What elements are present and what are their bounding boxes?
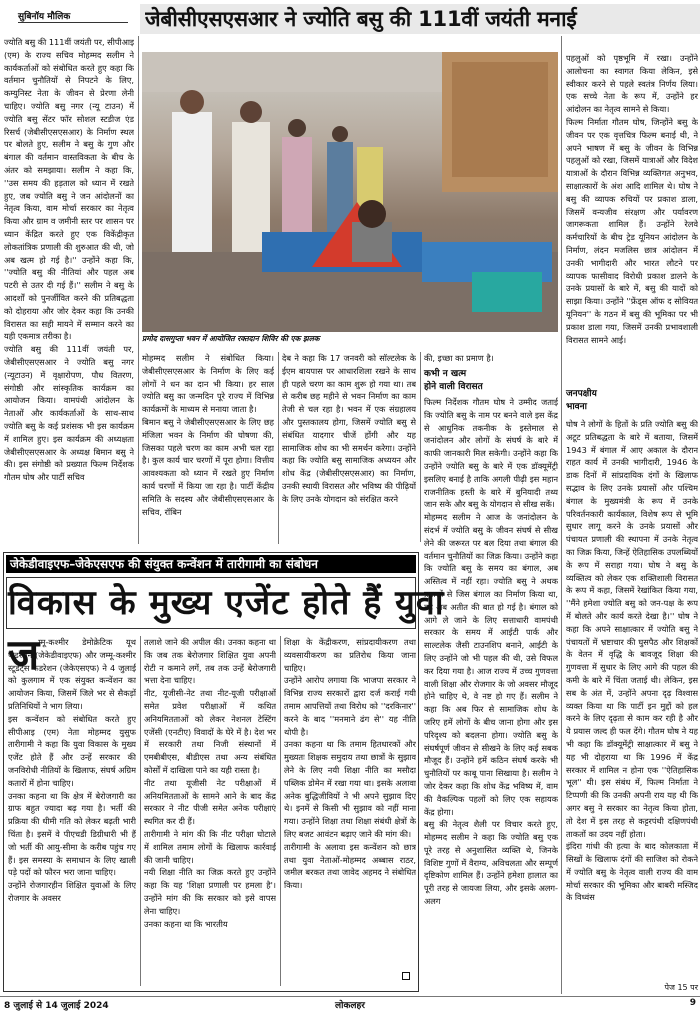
article2-col2: तलाशे जाने की अपील की। उनका कहना था कि जब तक बेरोजगार शिक्षित युवा अपनी रोटी न कमाने लगें, तब तक उन्हें बेरोजगारी भत्ता देना चाहिए। नीट, यूजीसी-नेट तथा नीट-यूजी परीक्षाओं समेत प्रवेश परीक्षाओं में कथित अनियमितताओं को लेकर नेशनल टेस्टिंग एजेंसी (एनटीए) विवादों के घेरे में है। देश भर में सरकारी तथा निजी संस्थानों में एमबीबीएस, बीडीएस तथा अन्य संबंधित कोर्सों में दाखिला पाने का यही रास्ता है। नीट तथा यूजीसी नेट परीक्षाओं में अनियमितताओं के सामने आने के बाद केंद्र सरकार ने नीट पीजी समेत अनेक परीक्षाएं स्थगित कर दी हैं। तारीगामी ने मांग की कि नीट परीक्षा घोटाले में शामिल तमाम लोगों के खिलाफ कार्रवाई की जानी चाहिए। नयी शिक्षा नीति का जिक्र करते हुए उन्होंने कहा कि यह 'शिक्षा प्रणाली पर हमला है'। उन्होंने मांग की कि सरकार को इसे वापस लेना चाहिए। उनका कहना था कि भारतीय: [144, 637, 276, 929]
blood-donation-photo: [142, 52, 558, 332]
article1-col4-lead: की, इच्छा का प्रमाण है।: [424, 353, 494, 363]
footer-date: 8 जुलाई से 14 जुलाई 2024: [4, 1001, 109, 1011]
footer-publication: लोकलहर: [335, 1001, 365, 1011]
article2-col3: शिक्षा के केंद्रीकरण, सांप्रदायीकरण तथा व्यवसायीकरण का प्रतिरोध किया जाना चाहिए। उन्होंने आरोप लगाया कि भाजपा सरकार ने विभिन्न राज्य सरकारों द्वारा दर्ज कराई गयी तमाम आपत्तियों तथा विरोध को ''दरकिनार'' करने के बाद ''मनमाने ढंग से'' यह नीति थोपी है। उनका कहना था कि तमाम हितधारकों और मुख्यतः शिक्षक समुदाय तथा छात्रों के सुझाव लेने के लिए नयी शिक्षा नीति का मसौदा पब्लिक डोमेन में रखा गया था। इसके अलावा अनेक बुद्धिजीवियों ने भी अपने सुझाव दिए थे। इनमें से किसी भी सुझाव को नहीं माना गया। उन्होंने शिक्षा तथा शिक्षा संबंधी क्षेत्रों के लिए बजट आवंटन बढ़ाए जाने की मांग की। तारीगामी के अलावा इस कन्वेंशन को छात्र तथा युवा नेताओं-मोहम्मद अब्बास राठर, जमील बरकत तथा जावेद अहमद ने संबोधित किया।: [284, 637, 416, 891]
article1-col5-top: पहलुओं को पृष्ठभूमि में रखा। उन्होंने आलोचना का स्वागत किया लेकिन, इसे स्वीकार करने से पहले स्वतंत्र निर्णय लिया। एक सच्चे नेता के रूप में, उन्होंने हर आंदोलन का नेतृत्व सामने से किया। फिल्म निर्माता गौतम घोष, जिन्होंने बसु के जीवन पर एक वृत्तचित्र फिल्म बनाई थी, ने अपने भाषण में बसु के जीवन के विभिन्न पहलुओं को रखा, जिसमें यात्राओं और विदेश यात्राओं के दौरान विभिन्न व्यक्तिगत अनुभव, साक्षात्कारों के अंश आदि शामिल थे। घोष ने बसु की व्यापक रुचियों पर प्रकाश डाला, जिसमें वन्यजीव संरक्षण और पर्यावरण जागरूकता शामिल हैं। उन्होंने रेलवे कर्मचारियों के बीच ट्रेड यूनियन आंदोलन के निर्माण, लंदन मजलिस छात्र आंदोलन में उनकी भागीदारी और भारत लौटने पर व्यापक फासीवाद विरोधी प्रकाश डालने के उनके प्रयासों के बारे में, बसु की यादों को साझा किया। उन्होंने ''फ्रेंड्स ऑफ द सोवियत यूनियन'' के गठन में बसु की भूमिका पर भी प्रकाश डाला गया, जिसमें उनकी प्रभावशाली विरासत सामने आई।: [566, 53, 698, 345]
divider: [140, 636, 141, 986]
continued-note: पेज 15 पर: [664, 983, 698, 992]
divider: [278, 352, 279, 544]
article1-col5-body: घोष ने लोगों के हितों के प्रति ज्योति बसु की अटूट प्रतिबद्धता के बारे में बताया, जिसमें 1943 में बंगाल में आए अकाल के दौरान राहत कार्य में उनकी भागीदारी, 1946 के डाक दिनों में सांप्रदायिक दंगों के खिलाफ सद्भाव के लिए उनके प्रयासों और पश्चिम बंगाल के मुख्यमंत्री के रूप में उनके परिवर्तनकारी कार्यकाल, विशेष रूप से भूमि सुधार लागू करने के उनके प्रयासों और पंचायत प्रणाली की स्थापना में उनके नेतृत्व का जिक्र किया, जिन्हें ऐतिहासिक उपलब्धियों के रूप में सराहा गया। घोष ने बसु के व्यक्तित्व को लेकर एक शक्तिशाली विरासत के रूप में कहा, जिसमें रेखांकित किया गया, ''मैंने हमेशा ज्योति बसु को जन-पक्ष के रूप में बोलते और कार्य करते देखा है।'' घोष ने कहा कि अपने साक्षात्कार में ज्योति बसु ने पंचायतों में भ्रष्टाचार की घुसपैठ और शिक्षकों के वेतन में वृद्धि के बावजूद शिक्षा की गुणवत्ता में सुधार के लिए आगे की पहल की कमी के बारे में चिंता जताई थी। लेकिन, इस सब के अंत में, उन्होंने अपना दृढ़ विश्वास व्यक्त किया था कि पार्टी इन मुद्दों को हल करने के लिए दृढ़ता से काम कर रही है और ये प्रयास जल्द ही फल देंगे। गौतम घोष ने यह भी कहा कि डॉक्यूमेंट्री साक्षात्कार में बसु ने यह भी दोहराया था कि 1996 में केंद्र सरकार में शामिल न होना एक ''ऐतिहासिक भूल'' थी। इस संबंध में, फिल्म निर्माता ने टिप्पणी की कि उनकी अपनी राय यह थी कि अगर बसु ने सरकार का नेतृत्व किया होता, तो देश में इस तरह से कट्टरपंथी दक्षिणपंथी ताकतों का उदय नहीं होता। इंदिरा गांधी की हत्या के बाद कोलकाता में सिखों के खिलाफ दंगों की साजिश को रोकने में ज्योति बसु के नेतृत्व वाली राज्य की वाम मोर्चा सरकार की भूमिका और बाबरी मस्जिद के विध्वंस: [566, 419, 698, 903]
article2-headline: विकास के मुख्य एजेंट होते हैं युवा: [8, 583, 445, 623]
footer-rule: [0, 996, 700, 997]
divider: [561, 36, 562, 994]
article2-banner: जेकेडीवाइएफ–जेकेएसएफ की संयुक्त कन्वेंशन में तारीगामी का संबोधन: [6, 555, 416, 573]
divider: [138, 36, 139, 544]
article1-col2: मोहम्मद सलीम ने संबोधित किया। जेबीसीएसएसआर के निर्माण के लिए कई लोगों ने धन का दान भी किया। हर साल ज्योति बसु का जन्मदिन पूरे राज्य में विभिन्न कार्यक्रमों के माध्यम से मनाया जाता है। बिमान बसु ने जेबीसीएसएसआर के लिए छह मंजिला भवन के निर्माण की घोषणा की, जिसका पहले चरण का काम अभी चल रहा है। कुल कार्य चार चरणों में पूरा होगा। वित्तीय आवश्यकता को ध्यान में रखते हुए निर्माण कार्य चरणों में किया जा रहा है। पार्टी केंद्रीय समिति के सदस्य और जेबीसीएसएसआर के सचिव, रॉबिन: [142, 353, 274, 517]
article1-col5-subhead: जनपक्षीय भावना: [566, 389, 597, 412]
photo-scene-graphic: [142, 52, 558, 332]
article1-col3: देब ने कहा कि 17 जनवरी को सॉल्टलेक के ईएम बायपास पर आधारशिला रखने के साथ ही पहले चरण का काम शुरू हो गया था। तब से करीब छह महीने से भवन निर्माण का काम तेजी से चल रहा है। भवन में एक संग्रहालय और पुस्तकालय होगा, जिसमें ज्योति बसु से संबंधित यादगार चीजें होंगी और यह सामाजिक शोध का भी समर्थन करेगा। उन्होंने कहा कि ज्योति बसु सामाजिक अध्ययन और शोध केंद्र (जेबीसीएसएसआर) का निर्माण, उनकी स्थायी विरासत और भविष्य की पीढ़ियों के लिए उनके योगदान को संरक्षित करने: [282, 353, 416, 504]
article1-col4-body: फिल्म निर्देशक गौतम घोष ने उम्मीद जताई कि ज्योति बसु के नाम पर बनने वाले इस केंद्र से आधुनिक तकनीक के इस्तेमाल से जनांदोलन और लोगों के संघर्ष के बारे में काफी जानकारी मिल सकेगी। उन्होंने कहा कि उन्होंने ज्योति बसु के बारे में एक डॉक्यूमेंट्री इसलिए बनाई है ताकि अगली पीढ़ी इस महान राजनीतिक हस्ती के बारे में बुनियादी तथ्य जान सके और बसु के योगदान से सीख सकें। मोहम्मद सलीम ने आज के जनांदोलन के संदर्भ में ज्योति बसु के जीवन संघर्ष से सीख लेने की जरूरत पर बल दिया तथा बंगाल की वर्तमान चुनौतियों का जिक्र किया। उन्होंने कहा कि ज्योति बसु के समय का बंगाल, अब अस्तित्व में नहीं रहा। ज्योति बसु ने अथक प्रयासों से जिस बंगाल का निर्माण किया था, वह अब अतीत की बात हो गई है। बंगाल को आगे ले जाने के लिए सत्ताधारी वामपंथी सरकार के समय में आईटी पार्क और साल्टलेक जैसी टाउनशिप बनाने, आईटी के लिए उन्होंने जो भी पहल की थी, उसे विफल कर दिया गया है। आज राज्य में उच्च गुणवत्ता वाली शिक्षा और रोजगार के जो अवसर मौजूद होने चाहिए थे, वे नष्ट हो गए हैं। सलीम ने कहा कि अब फिर से सामाजिक शोध के जरिए हमें लोगों के बीच जाना होगा और इस परिदृश्य को बदलना होगा। ज्योति बसु के संघर्षपूर्ण जीवन से सीखने के लिए कई सबक मौजूद हैं। उन्होंने हमें कठिन संघर्ष करके भी चुनौतियों पर काबू पाना सिखाया है। सलीम ने जोर देकर कहा कि शोध केंद्र भविष्य में, वाम की वैकल्पिक पहलों को लिए एक सहायक केंद्र होगा। बसु की नेतृत्व शैली पर विचार करते हुए, मोहम्मद सलीम ने कहा कि ज्योति बसु एक पूरे तरह से अनुशासित व्यक्ति थे, जिनके विशिष्ट गुणों में वैराग्य, अविचलता और सम्पूर्ण दृष्टिकोण शामिल हैं। उन्होंने हमेशा हालात का पूरी तरह से जायजा लिया, और इसके अलग-अलग: [424, 397, 558, 907]
divider: [280, 636, 281, 986]
divider: [420, 352, 421, 542]
article2-col1: म्मू-कश्मीर डेमोक्रेटिक यूथ फेडरेशन (जेकेडीवाइएफ) और जम्मू-कश्मीर स्टूडेंट्स फेडरेशन (जेकेएसएफ) ने 4 जुलाई को कुलगाम में एक संयुक्त कन्वेंशन का आयोजन किया, जिसमें जिले भर से सैकड़ों प्रतिनिधियों ने भाग लिया। इस कन्वेंशन को संबोधित करते हुए सीपीआइ (एम) नेता मोहम्मद युसुफ तारीगामी ने कहा कि युवा विकास के मुख्य एजेंट होते हैं और उन्हें सरकार की जनविरोधी नीतियों के खिलाफ, संघर्ष अग्रिम कतारों में होना चाहिए। उनका कहना था कि क्षेत्र में बेरोजगारी का ग्राफ बहुत ज्यादा बढ़ गया है। भर्ती की प्रक्रिया की धीमी गति को लेकर बढ़ती भारी चिंता है। इसमें वे पीएचडी डिग्रीधारी भी हैं जो भर्ती की आयु-सीमा के करीब पहुंच गए हैं। इस समस्या के समाधान के लिए खाली पड़े पदों को फौरन भरा जाना चाहिए। उन्होंने रोजगारहीन शिक्षित युवाओं के लिए रोजगार के अवसर: [8, 637, 136, 903]
article1-col4-subhead: कभी न खत्म होने वाली विरासत: [424, 369, 483, 392]
footer-page-number: 9: [689, 998, 696, 1008]
photo-caption: प्रमोद दासगुप्ता भवन में आयोजित रक्तदान शिविर की एक झलक: [142, 334, 320, 343]
section-tag: सुबिनॉय मौलिक: [18, 9, 128, 23]
end-mark: [402, 972, 410, 980]
page-headline: जेबीसीएसएसआर ने ज्योति बसु की 111वीं जयंती मनाई: [145, 7, 577, 31]
article1-col1: ज्योति बसु की 111वीं जयंती पर, सीपीआइ (एम) के राज्य सचिव मोहम्मद सलीम ने कार्यकर्ताओं को संबोधित करते हुए कहा कि वर्तमान चुनौतियों से निपटने के लिए, कम्युनिस्ट नेता के जीवन से प्रेरणा लेनी चाहिए। ज्योति बसु नगर (न्यू टाउन) में ज्योति बसु सेंटर फॉर सोशल स्टडीज एंड रिसर्च (जेबीसीएसएसआर) के निर्माण स्थल पर बोलते हुए, सलीम ने बसु के गुण और बंगाल की वर्तमान वास्तविकता के बीच के अंतर को समझाया। सलीम ने कहा कि, ''उस समय की हड़ताल को ध्यान में रखते हुए, जब ज्योति बसु ने जन आंदोलनों का नेतृत्व किया, वाम मोर्चा सरकार का नेतृत्व किया और ग्राम व जमीनी स्तर पर शासन पर ध्यान केंद्रित करते हुए एक विकेंद्रीकृत लोकतांत्रिक प्रणाली की शुरुआत की थी, जो अब खत्म हो गई है।'' उन्होंने कहा कि, ''ज्योति बसु की नीतियां और पहल अब पटरी से उतर दी गई हैं।'' सलीम ने बसु के आदर्शों को पुनर्जीवित करने की प्रतिबद्धता को दोहराया और जोर देकर कहा कि उनकी विरासत का सही मायने में सम्मान करने का यही एकमात्र तरीका है। ज्योति बसु की 111वीं जयंती पर, जेबीसीएसएसआर ने ज्योति बसु नगर (न्यूटाउन) में वृक्षारोपण, पौध वितरण, संगोष्ठी और सांस्कृतिक कार्यक्रम का आयोजन किया। वामपंथी आंदोलन के नेताओं और कार्यकर्ताओं के साथ-साथ ज्योति बसु के कई प्रशंसक भी इस कार्यक्रम में शामिल हुए। इस कार्यक्रम की अध्यक्षता जेबीसीएसएसआर के अध्यक्ष बिमान बसु ने की। इस संगोष्ठी को प्रख्यात फिल्म निर्देशक गौतम घोष और पार्टी सचिव: [4, 37, 134, 483]
article2-dropcap: ज: [8, 630, 40, 679]
